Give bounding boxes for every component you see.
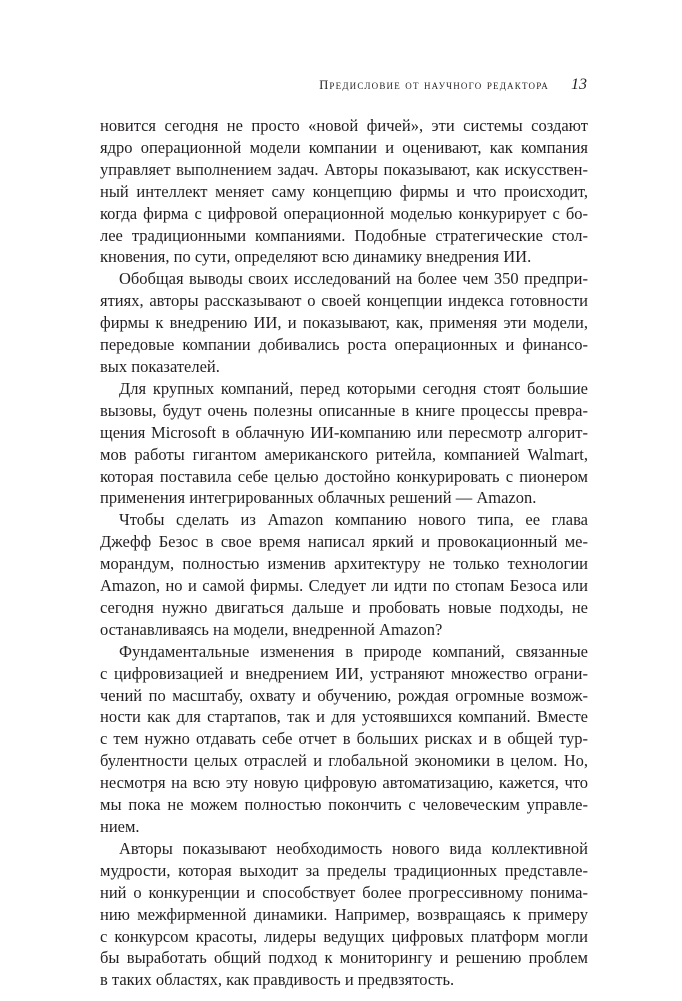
paragraph [100, 641, 588, 838]
text-line: кновения, по сути, определяют всю динамику внедрения ИИ. [100, 247, 532, 267]
text-line: бы выработать общий подход к мониторингу и решению проблем [100, 948, 588, 968]
text-line: с цифровизацией и внедрением ИИ, устраняют множество ограни- [100, 663, 588, 683]
text-line: ятиях, авторы рассказывают о своей концепции индекса готовности [100, 291, 588, 311]
text-line: применения интегрированных облачных решений — Amazon. [100, 488, 537, 508]
paragraph [100, 509, 588, 640]
text-line: с конкурсом красоты, лидеры ведущих цифровых платформ могли [100, 926, 588, 946]
text-line: морандум, полностью изменив архитектуру не только технологии [100, 554, 588, 574]
text-line: в таких областях, как правдивость и предвзятость. [100, 970, 455, 990]
text-line: мы пока не можем полностью покончить с человеческим управле- [100, 795, 588, 815]
text-line: фирмы к внедрению ИИ, и показывают, как, применяя эти модели, [100, 313, 588, 333]
text-line: мудрости, которая выходит за пределы традиционных представле- [100, 860, 588, 880]
paragraph [100, 838, 588, 991]
paragraph [100, 378, 588, 509]
running-title: Предисловие от научного редактора [319, 78, 549, 92]
text-line: ности как для стартапов, так и для устоявшихся компаний. Вместе [100, 707, 588, 727]
text-line: нию межфирменной динамики. Например, возвращаясь к примеру [100, 904, 588, 924]
text-line: щения Microsoft в облачную ИИ-компанию или пересмотр алгорит- [100, 422, 588, 442]
text-line: сегодня нужно двигаться дальше и пробовать новые подходы, не [100, 597, 588, 617]
text-line: вызовы, будут очень полезны описанные в книге процессы превра- [100, 400, 588, 420]
text-line: управляет выполнением задач. Авторы показывают, как искусствен- [100, 159, 588, 179]
paragraph [100, 115, 588, 268]
text-line: когда фирма с цифровой операционной моделью конкурирует с бо- [100, 203, 588, 223]
text-line: булентности целых отраслей и глобальной экономики в целом. Но, [100, 751, 588, 771]
body-text [100, 115, 588, 991]
text-line: ядро операционной модели компании и оценивают, как компания [100, 137, 588, 157]
text-line: лее традиционными компаниями. Подобные стратегические стол- [100, 225, 588, 245]
text-line: Чтобы сделать из Amazon компанию нового типа, ее глава [119, 510, 588, 530]
text-line: Обобщая выводы своих исследований на более чем 350 предпри- [119, 269, 588, 289]
text-line: новится сегодня не просто «новой фичей», эти системы создают [100, 116, 588, 135]
text-line: передовые компании добивались роста операционных и финансо- [100, 335, 588, 355]
running-head [100, 76, 587, 94]
text-line: которая поставила себе целью достойно конкурировать с пионером [100, 466, 588, 486]
text-line: с тем нужно отдавать себе отчет в больших рисках и в общей тур- [100, 729, 588, 749]
text-line: Для крупных компаний, перед которыми сегодня стоят большие [119, 378, 588, 398]
page-number: 13 [571, 76, 587, 93]
text-line: Amazon, но и самой фирмы. Следует ли идти по стопам Безоса или [100, 576, 588, 596]
text-line: ный интеллект меняет саму концепцию фирмы и что происходит, [100, 181, 588, 201]
paragraph [100, 268, 588, 378]
text-line: вых показателей. [100, 356, 220, 376]
text-line: нием. [100, 817, 140, 836]
text-line: несмотря на всю эту новую цифровую автоматизацию, кажется, что [100, 773, 588, 793]
text-line: чений по масштабу, охвату и обучению, рождая огромные возмож- [100, 685, 588, 705]
text-line: Фундаментальные изменения в природе компаний, связанные [119, 641, 588, 661]
text-line: мов работы гигантом американского ритейла, компанией Walmart, [100, 444, 588, 464]
text-line: останавливаясь на модели, внедренной Amazon? [100, 619, 443, 639]
text-line: ний о конкуренции и способствует более прогрессивному понима- [100, 882, 588, 902]
text-line: Авторы показывают необходимость нового вида коллективной [119, 838, 588, 858]
text-line: Джефф Безос в свое время написал яркий и провокационный ме- [100, 532, 588, 552]
